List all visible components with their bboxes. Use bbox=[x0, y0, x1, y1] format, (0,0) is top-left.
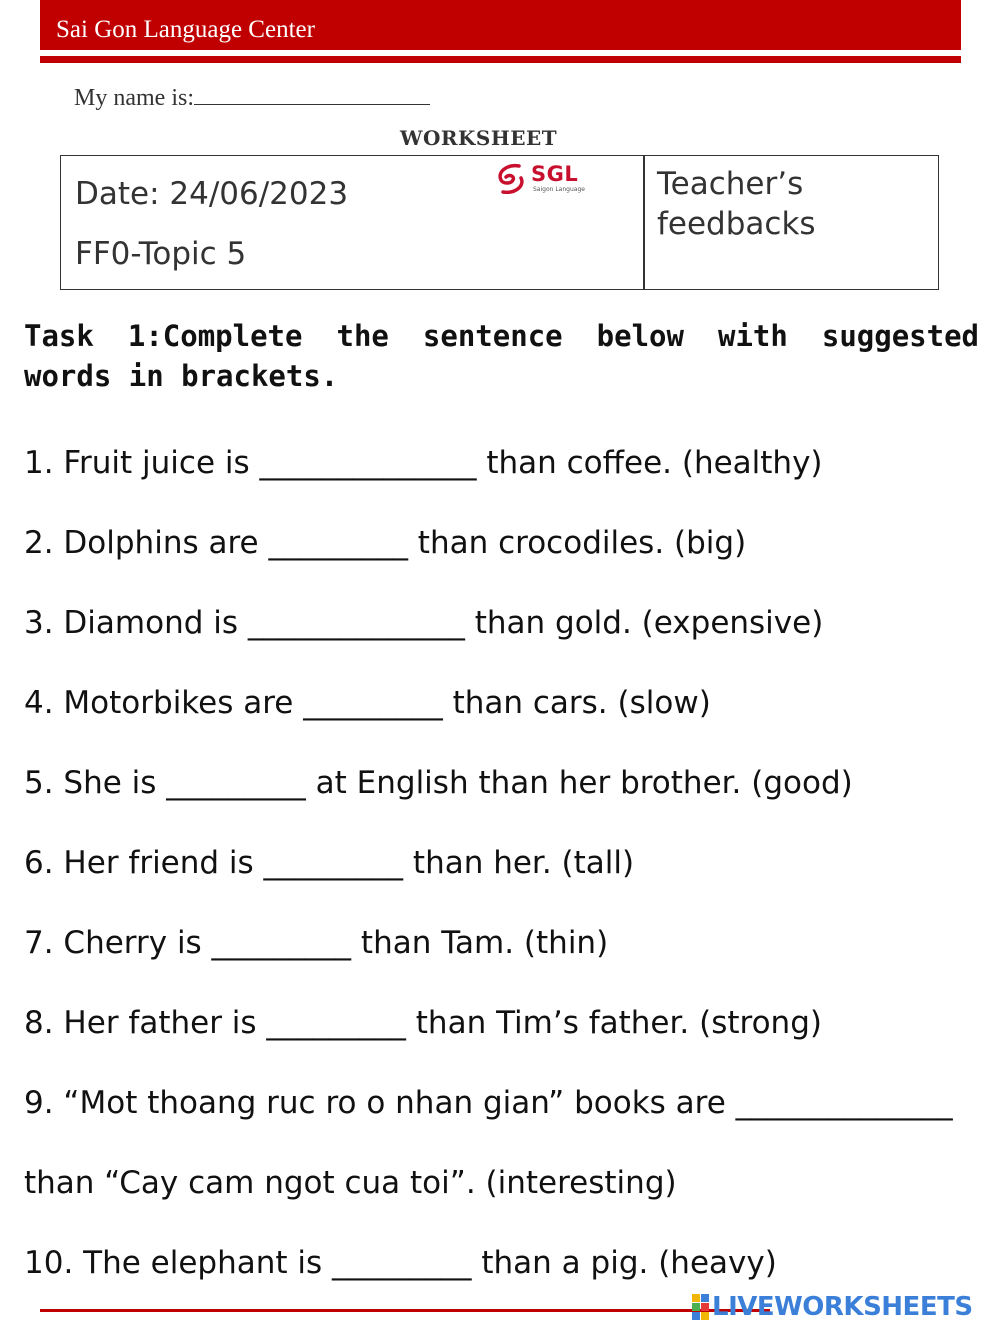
question-7[interactable]: 7. Cherry is _________ than Tam. (thin) bbox=[24, 925, 609, 961]
name-blank[interactable] bbox=[194, 84, 430, 105]
liveworksheets-blocks-icon bbox=[692, 1294, 710, 1320]
header-divider bbox=[40, 56, 961, 63]
question-6[interactable]: 6. Her friend is _________ than her. (tall) bbox=[24, 845, 635, 881]
footer-divider bbox=[40, 1309, 770, 1312]
liveworksheets-brand: LIVEWORKSHEETS bbox=[712, 1292, 973, 1322]
question-1[interactable]: 1. Fruit juice is ______________ than coffee. (healthy) bbox=[24, 445, 823, 481]
question-3[interactable]: 3. Diamond is ______________ than gold. (expensive) bbox=[24, 605, 824, 641]
info-box bbox=[60, 155, 939, 290]
info-box-divider bbox=[643, 156, 645, 289]
question-2[interactable]: 2. Dolphins are _________ than crocodiles. (big) bbox=[24, 525, 747, 561]
student-name-row bbox=[74, 84, 430, 112]
header-bar bbox=[40, 0, 961, 50]
center-name: Sai Gon Language Center bbox=[56, 16, 315, 43]
question-8[interactable]: 8. Her father is _________ than Tim’s father. (strong) bbox=[24, 1005, 822, 1041]
worksheet-date: Date: 24/06/2023 bbox=[75, 176, 349, 212]
teacher-feedback-label: Teacher’s feedbacks bbox=[657, 166, 816, 242]
task-title: Task 1:Complete the sentence below with suggested words in brackets. bbox=[24, 319, 979, 393]
question-5[interactable]: 5. She is _________ at English than her brother. (good) bbox=[24, 765, 853, 801]
liveworksheets-logo bbox=[692, 1292, 973, 1326]
worksheet-title: WORKSHEET bbox=[400, 126, 558, 150]
logo-subtitle: Saigon Language bbox=[533, 186, 585, 193]
sgl-swirl-icon bbox=[493, 162, 529, 194]
sgl-logo bbox=[493, 162, 593, 196]
question-9[interactable]: 9. “Mot thoang ruc ro o nhan gian” books are ______________ bbox=[24, 1085, 953, 1121]
question-9-continued: than “Cay cam ngot cua toi”. (interesting) bbox=[24, 1165, 677, 1201]
logo-name: SGL bbox=[531, 162, 579, 186]
question-10[interactable]: 10. The elephant is _________ than a pig. (heavy) bbox=[24, 1245, 777, 1281]
worksheet-topic: FF0-Topic 5 bbox=[75, 236, 247, 272]
question-4[interactable]: 4. Motorbikes are _________ than cars. (slow) bbox=[24, 685, 711, 721]
name-label: My name is: bbox=[74, 85, 194, 111]
